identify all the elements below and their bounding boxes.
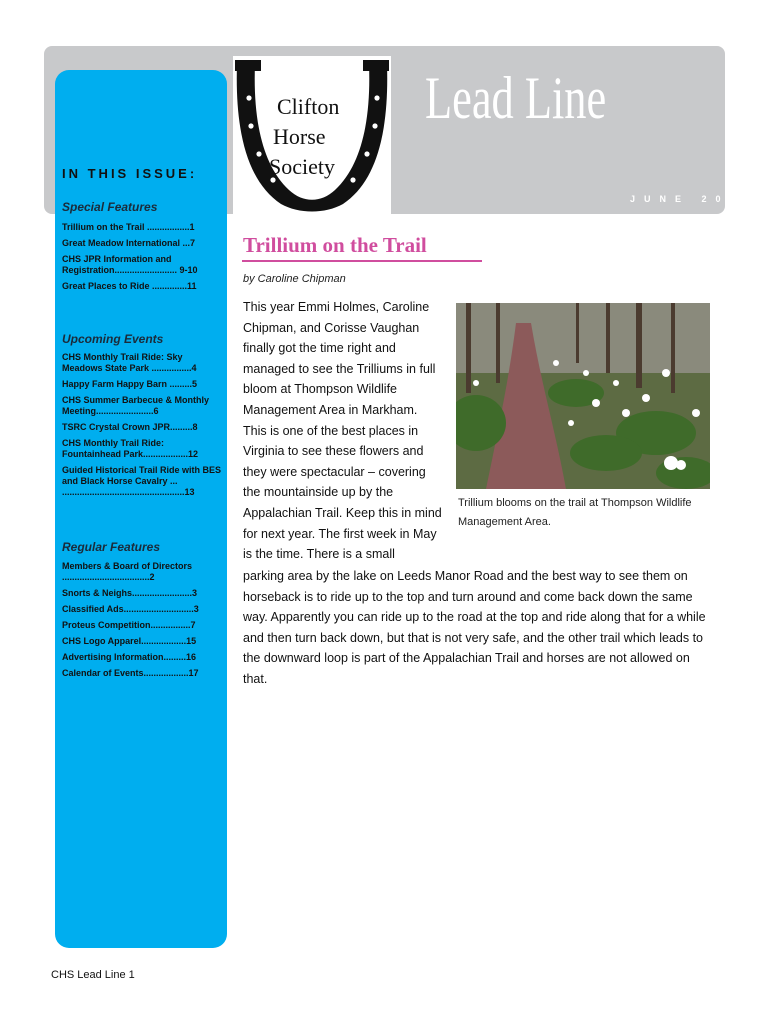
toc-item[interactable]: Advertising Information.........16 (62, 652, 197, 662)
article-body-column: This year Emmi Holmes, Caroline Chipman, and Corisse Vaughan finally got the time right and managed to see the Trilliums in full bloom at Thompson Wildlife Management Area in Markham. This is one of the best places in Virginia to see these flowers and they were spectacular – covering the mountainside up by the Appalachian Trail. Keep this in mind for next year. The first week in May is the time. There is a small (243, 300, 442, 562)
regular-features-title: Regular Features (62, 540, 161, 554)
toc-item[interactable]: CHS Logo Apparel..................15 (62, 636, 197, 646)
toc-item[interactable]: Proteus Competition................7 (62, 620, 196, 630)
in-this-issue-heading: IN THIS ISSUE: (62, 166, 198, 181)
upcoming-events-list (62, 352, 222, 503)
issue-date: JUNE 2010 (630, 194, 758, 204)
upcoming-events-title: Upcoming Events (62, 332, 164, 346)
toc-item[interactable]: Classified Ads............................3 (62, 604, 199, 614)
logo-text-society: Society (269, 154, 335, 179)
logo-text-clifton: Clifton (277, 94, 340, 119)
toc-item[interactable]: Great Meadow International ...7 (62, 238, 196, 248)
toc-item[interactable]: Happy Farm Happy Barn .........5 (62, 379, 198, 389)
special-features-list (62, 222, 222, 297)
toc-item[interactable]: TSRC Crystal Crown JPR.........8 (62, 422, 198, 432)
regular-features-list (62, 561, 222, 684)
clifton-horse-society-logo (233, 56, 391, 214)
toc-item[interactable]: CHS Monthly Trail Ride: Fountainhead Park..................12 (62, 438, 199, 459)
toc-item[interactable]: CHS Monthly Trail Ride: Sky Meadows State Park ................4 (62, 352, 197, 373)
logo-text-horse: Horse (273, 124, 326, 149)
toc-item[interactable]: Trillium on the Trail .................1 (62, 222, 195, 232)
trillium-trail-photo (456, 303, 710, 489)
article-title: Trillium on the Trail (243, 233, 427, 257)
title-underline (242, 260, 482, 262)
article-byline: by Caroline Chipman (243, 273, 346, 285)
article-body-continued: parking area by the lake on Leeds Manor Road and the best way to see them on horseback is to ride up to the top and turn around and come back down the same way. Apparently you can ride up to the road at the top and ride along that for a while and then turn back down, but that is not very safe, and the other trail which leads to the downward loop is part of the Appalachian Trail and horses are not allowed on that. (243, 569, 706, 686)
photo-caption: Trillium blooms on the trail at Thompson Wildlife Management Area. (458, 497, 692, 528)
toc-item[interactable]: Calendar of Events..................17 (62, 668, 199, 678)
newsletter-title: Lead Line (425, 65, 607, 131)
page-footer: CHS Lead Line 1 (51, 969, 135, 981)
special-features-title: Special Features (62, 200, 158, 214)
toc-item[interactable]: Great Places to Ride ..............11 (62, 281, 197, 291)
toc-item[interactable]: Snorts & Neighs........................3 (62, 588, 198, 598)
toc-item[interactable]: Members & Board of Directors ...................................2 (62, 561, 193, 582)
toc-item[interactable]: CHS JPR Information and Registration......................... 9-10 (62, 254, 198, 275)
toc-item[interactable]: Guided Historical Trail Ride with BES and Black Horse Cavalry ... .................................................13 (62, 465, 222, 497)
toc-item[interactable]: CHS Summer Barbecue & Monthly Meeting.......................6 (62, 395, 210, 416)
horseshoe-icon (233, 56, 391, 214)
